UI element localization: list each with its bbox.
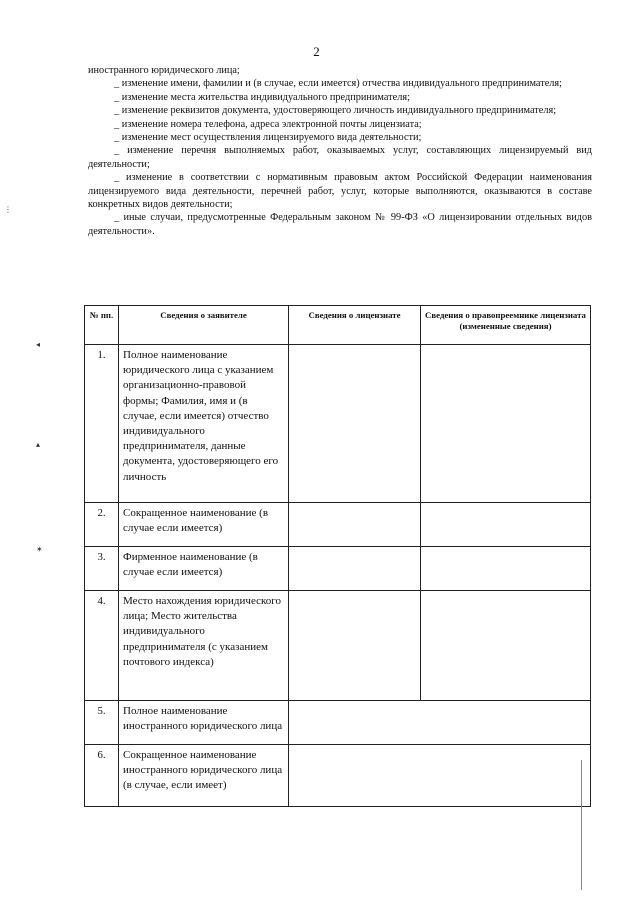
change-cases-list [88,64,592,238]
licensee-cell[interactable] [289,345,421,503]
row-number: 3. [85,547,119,591]
successor-cell[interactable] [421,345,591,503]
row-description: Полное наименование юридического лица с указанием организационно-правовой формы; Фамилия, имя и (в случае, если имеется) отчество индивидуального предпринимателя, данные документа, удостоверяющего его личность [119,345,289,503]
row-description: Сокращенное наименование иностранного юридического лица (в случае, если имеет) [119,745,289,807]
list-item: _ изменение мест осуществления лицензируемого вида деятельности; [114,132,422,144]
row-number: 4. [85,591,119,701]
row-number: 6. [85,745,119,807]
list-item: иностранного юридического лица; [88,65,240,76]
row-number: 5. [85,701,119,745]
list-item: _ изменение реквизитов документа, удостоверяющего личность индивидуального предпринимателя; [114,105,557,117]
foreign-entity-cell[interactable] [289,745,591,807]
list-item: _ изменение имени, фамилии и (в случае, если имеется) отчества индивидуального предпринимателя; [114,78,563,90]
row-description: Сокращенное наименование (в случае если имеется) [119,503,289,547]
successor-cell[interactable] [421,503,591,547]
scan-margin-line [581,760,582,890]
successor-cell[interactable] [421,591,591,701]
licensee-cell[interactable] [289,547,421,591]
list-item: _ иные случаи, предусмотренные Федеральным законом № 99-ФЗ «О лицензировании отдельных видов деятельности». [88,212,592,237]
header-successor: Сведения о правопреемнике лицензиата (измененные сведения) [421,306,591,345]
table-row [85,701,591,745]
table-row [85,745,591,807]
successor-cell[interactable] [421,547,591,591]
table-row [85,345,591,503]
row-number: 2. [85,503,119,547]
table-row [85,547,591,591]
table-row [85,591,591,701]
list-item: _ изменение места жительства индивидуального предпринимателя; [114,91,410,103]
list-item: _ изменение перечня выполняемых работ, оказываемых услуг, составляющих лицензируемый вид деятельности; [88,145,592,170]
row-number: 1. [85,345,119,503]
list-item: _ изменение в соответствии с нормативным правовым актом Российской Федерации наименования лицензируемого вида деятельности, перечней работ, услуг, которые выполняются, оказываются в составе конкретных видов деятельности; [88,172,592,211]
scan-mark-icon: ⋮ [4,205,12,214]
header-licensee: Сведения о лицензиате [289,306,421,345]
licensee-info-table [84,305,591,807]
header-applicant: Сведения о заявителе [119,306,289,345]
licensee-cell[interactable] [289,503,421,547]
header-num: № пп. [85,306,119,345]
table-row [85,503,591,547]
row-description: Полное наименование иностранного юридического лица [119,701,289,745]
row-description: Место нахождения юридического лица; Место жительства индивидуального предпринимателя (с указанием почтового индекса) [119,591,289,701]
list-item: _ изменение номера телефона, адреса электронной почты лицензиата; [114,118,422,130]
page-number: 2 [313,44,320,59]
scan-mark-icon: ◂ [36,340,41,349]
licensee-cell[interactable] [289,591,421,701]
scan-mark-icon: ▴ [36,440,41,449]
foreign-entity-cell[interactable] [289,701,591,745]
scan-mark-icon: ✶ [36,545,43,554]
row-description: Фирменное наименование (в случае если имеется) [119,547,289,591]
table-header-row [85,306,591,345]
